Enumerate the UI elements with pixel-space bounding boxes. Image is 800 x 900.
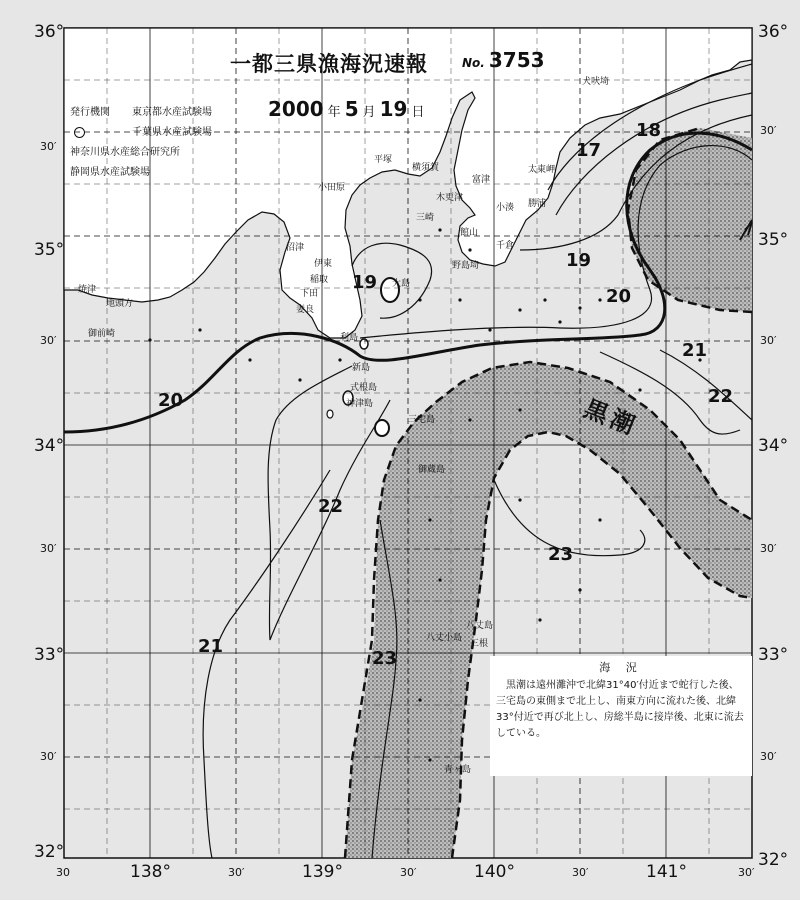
kuroshio-label: 黒潮 — [579, 394, 643, 442]
lat-label-32-right: 32° — [758, 850, 789, 870]
place-hachijojima: 八丈島 — [466, 621, 494, 631]
chiba-marker-icon — [74, 127, 85, 138]
lat-label-35-left: 35° — [34, 240, 65, 260]
isotherm-label-20-east: 20 — [606, 286, 632, 307]
isotherm-label-18: 18 — [636, 120, 662, 141]
place-odawara: 小田原 — [318, 183, 346, 193]
lat-label-36-left: 36° — [34, 22, 65, 42]
isotherm-label-21-east: 21 — [682, 340, 708, 361]
place-miyakejima: 三宅島 — [408, 415, 436, 425]
issuer-3: 神奈川県水産総合研究所 — [70, 147, 180, 158]
place-numazu: 沼津 — [286, 243, 305, 253]
place-kohachijo: 八丈小島 — [426, 633, 463, 643]
place-futtsu: 富津 — [472, 175, 491, 185]
date-day-unit: 日 — [411, 105, 425, 120]
lon-label-141: 141° — [646, 862, 687, 882]
place-toshima: 利島 — [340, 333, 359, 343]
lat-label-35-right: 35° — [758, 230, 789, 250]
place-niijima: 新島 — [352, 363, 371, 373]
lat-label-3430-left: 30′ — [40, 334, 57, 347]
issuers-label: 発行機関 — [70, 107, 110, 118]
isotherm-label-19-east: 19 — [566, 250, 592, 271]
lon-label-14030: 30′ — [572, 866, 589, 879]
lat-label-3230-left: 30′ — [40, 750, 57, 763]
lon-label-14130: 30′ — [738, 866, 755, 879]
date-day: 19 — [379, 97, 408, 121]
date-year: 2000 — [268, 97, 324, 121]
isotherm-label-19-bay: 19 — [352, 272, 378, 293]
place-kisarazu: 木更津 — [436, 193, 464, 203]
isotherm-label-21-west: 21 — [198, 636, 224, 657]
notes-body: 黒潮は遠州灘沖で北緯31°40′付近まで蛇行した後、三宅島の東側まで北上し、南東方向に流れた後、北緯33°付近で再び北上し、房総半島に接岸後、北東に流去している。 — [496, 680, 744, 739]
issuers-list — [70, 103, 212, 183]
isotherm-label-17: 17 — [576, 140, 602, 161]
isotherm-label-22-east: 22 — [708, 386, 734, 407]
notes-title: 海 況 — [599, 661, 643, 674]
issuer-4: 静岡県水産試験場 — [70, 167, 150, 178]
lon-label-140: 140° — [474, 862, 515, 882]
place-tateyama: 館山 — [460, 228, 479, 238]
place-shikinejima: 式根島 — [350, 383, 378, 393]
date-month-unit: 月 — [362, 105, 376, 120]
lat-label-3530-left: 30′ — [40, 140, 57, 153]
lat-label-33-left: 33° — [34, 645, 65, 665]
place-hiratsuka: 平塚 — [374, 155, 393, 165]
place-mikurajima: 御蔵島 — [418, 465, 446, 475]
isotherm-label-20-west: 20 — [158, 390, 184, 411]
issue-number — [462, 48, 545, 72]
place-mikura2: 三根 — [470, 639, 489, 649]
place-inubozaki: 犬吠埼 — [582, 77, 610, 87]
lat-label-3230-right: 30′ — [760, 750, 777, 763]
issue-date — [268, 97, 428, 121]
lon-label-0: 30 — [56, 866, 70, 879]
place-inatori: 稲取 — [310, 275, 329, 285]
issuer-2: 千葉県水産試験場 — [132, 127, 212, 138]
place-taitomisaki: 太東岬 — [528, 165, 556, 175]
lat-label-36-right: 36° — [758, 22, 789, 42]
isotherm-label-23-east: 23 — [548, 544, 574, 565]
place-katsuura: 勝浦 — [528, 199, 547, 209]
lat-label-34-left: 34° — [34, 436, 65, 456]
lon-label-138: 138° — [130, 862, 171, 882]
lon-label-13930: 30′ — [400, 866, 417, 879]
issue-number-value: 3753 — [488, 48, 545, 72]
place-kominato: 小湊 — [496, 203, 515, 213]
lat-label-3330-left: 30′ — [40, 542, 57, 555]
place-oshima: 大島 — [392, 279, 411, 289]
place-omaezaki: 御前崎 — [88, 329, 116, 339]
island-toshima — [360, 339, 368, 349]
lat-label-33-right: 33° — [758, 645, 789, 665]
date-year-unit: 年 — [327, 105, 341, 120]
place-chikura: 千倉 — [496, 241, 515, 251]
place-misaki: 三崎 — [416, 213, 435, 223]
lat-label-3430-right: 30′ — [760, 334, 777, 347]
sea-condition-notes — [490, 656, 752, 776]
lat-label-32-left: 32° — [34, 842, 65, 862]
place-shimoda: 下田 — [300, 289, 319, 299]
place-nojimazaki: 野島埼 — [452, 261, 480, 271]
lon-label-139: 139° — [302, 862, 343, 882]
place-ito: 伊東 — [314, 259, 333, 269]
issue-number-mark: No. — [462, 56, 485, 70]
lat-label-3530-right: 30′ — [760, 124, 777, 137]
place-jizogata: 地頭方 — [106, 299, 134, 309]
island-kozushima — [327, 410, 333, 418]
lon-label-13830: 30′ — [228, 866, 245, 879]
lat-label-34-right: 34° — [758, 436, 789, 456]
place-yaizu: 焼津 — [78, 285, 97, 295]
isotherm-label-22-west: 22 — [318, 496, 344, 517]
place-kozushima: 神津島 — [346, 399, 374, 409]
lat-label-3330-right: 30′ — [760, 542, 777, 555]
place-aogashima: 青ヶ島 — [444, 765, 472, 775]
place-mera: 妻良 — [296, 305, 315, 315]
isotherm-label-23-west: 23 — [372, 648, 398, 669]
issuer-1: 東京都水産試験場 — [132, 107, 212, 118]
date-month: 5 — [344, 97, 359, 121]
place-yokosuka: 横須賀 — [412, 163, 440, 173]
page-title: 一都三県漁海況速報 — [230, 52, 428, 76]
